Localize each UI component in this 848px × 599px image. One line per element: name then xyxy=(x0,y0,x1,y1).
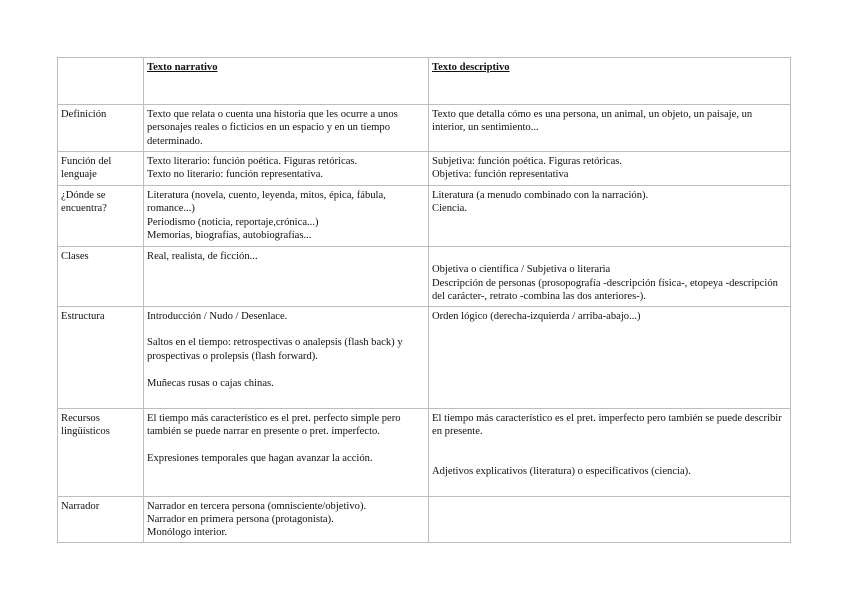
cell-text: Texto que relata o cuenta una historia que les ocurre a unos personajes reales o ficticios en un espacio y en un tiempo determinado. xyxy=(147,109,398,147)
descriptivo-cell xyxy=(429,408,791,496)
cell-text: Texto que detalla cómo es una persona, un animal, un objeto, un paisaje, un interior, un sentimiento... xyxy=(432,109,753,134)
cell-text: Expresiones temporales que hagan avanzar la acción. xyxy=(147,452,373,464)
cell-text: Adjetivos explicativos (literatura) o especificativos (ciencia). xyxy=(432,466,691,478)
cell-text: Texto no literario: función representativa. xyxy=(147,169,324,181)
cell-text: El tiempo más característico es el pret. perfecto simple pero también se puede narrar en presente o pret. imperfecto. xyxy=(147,412,401,438)
row-label: Clases xyxy=(58,247,144,307)
cell-text: Literatura (novela, cuento, leyenda, mitos, épica, fábula, romance...) xyxy=(147,190,386,215)
header-texto-descriptivo: Texto descriptivo xyxy=(429,58,791,105)
blank-line xyxy=(432,438,787,451)
cell-text: Monólogo interior. xyxy=(147,527,228,539)
row-label: Función del lenguaje xyxy=(58,152,144,186)
narrativo-cell xyxy=(144,152,429,186)
cell-text: Descripción de personas (prosopografía -descripción física-, etopeya -descripción del carácter-, retrato -combina las dos anteriores-). xyxy=(432,277,778,303)
cell-text: Muñecas rusas o cajas chinas. xyxy=(147,377,274,389)
cell-text: Real, realista, de ficción... xyxy=(147,251,258,262)
table-row xyxy=(58,306,791,408)
table-row xyxy=(58,496,791,542)
narrativo-cell xyxy=(144,105,429,152)
descriptivo-cell xyxy=(429,152,791,186)
row-label: Narrador xyxy=(58,496,144,542)
cell-text: Subjetiva: función poética. Figuras retóricas. xyxy=(432,156,623,167)
cell-text: Objetiva: función representativa xyxy=(432,169,569,181)
row-label: ¿Dónde se encuentra? xyxy=(58,186,144,247)
blank-line xyxy=(147,438,425,451)
descriptivo-cell xyxy=(429,247,791,307)
cell-text: Ciencia. xyxy=(432,203,468,215)
narrativo-cell xyxy=(144,306,429,408)
table-row xyxy=(58,186,791,247)
cell-text: Narrador en primera persona (protagonista). xyxy=(147,514,334,526)
row-label: Estructura xyxy=(58,306,144,408)
blank-line xyxy=(432,452,787,465)
cell-text: Orden lógico (derecha-izquierda / arriba-abajo...) xyxy=(432,310,641,322)
row-label: Recursos lingüísticos xyxy=(58,408,144,496)
cell-text: Introducción / Nudo / Desenlace. xyxy=(147,310,288,322)
descriptivo-cell xyxy=(429,496,791,542)
narrativo-cell xyxy=(144,186,429,247)
narrativo-cell xyxy=(144,496,429,542)
narrativo-cell xyxy=(144,247,429,307)
header-cell-empty xyxy=(58,58,144,105)
cell-text: Periodismo (noticia, reportaje,crónica...) xyxy=(147,216,319,228)
cell-text: Saltos en el tiempo: retrospectivas o analepsis (flash back) y prospectivas o prolepsis (flash forward). xyxy=(147,337,403,362)
comparison-table xyxy=(57,57,791,543)
table-row xyxy=(58,408,791,496)
blank-line xyxy=(147,323,425,336)
blank-line xyxy=(147,363,425,376)
descriptivo-cell xyxy=(429,186,791,247)
table-row xyxy=(58,105,791,152)
table-row xyxy=(58,247,791,307)
cell-text: El tiempo más característico es el pret. imperfecto pero también se puede describir en presente. xyxy=(432,412,782,438)
cell-text: Objetiva o científica / Subjetiva o literaria xyxy=(432,264,611,276)
cell-text: Literatura (a menudo combinado con la narración). xyxy=(432,190,649,201)
descriptivo-cell xyxy=(429,306,791,408)
blank-line xyxy=(432,250,787,263)
cell-text: Memorias, biografías, autobiografías... xyxy=(147,230,312,242)
cell-text: Texto literario: función poética. Figuras retóricas. xyxy=(147,156,358,167)
cell-text: Narrador en tercera persona (omnisciente/objetivo). xyxy=(147,500,367,512)
row-label: Definición xyxy=(58,105,144,152)
narrativo-cell xyxy=(144,408,429,496)
header-row xyxy=(58,58,791,105)
table-row xyxy=(58,152,791,186)
descriptivo-cell xyxy=(429,105,791,152)
header-texto-narrativo: Texto narrativo xyxy=(144,58,429,105)
